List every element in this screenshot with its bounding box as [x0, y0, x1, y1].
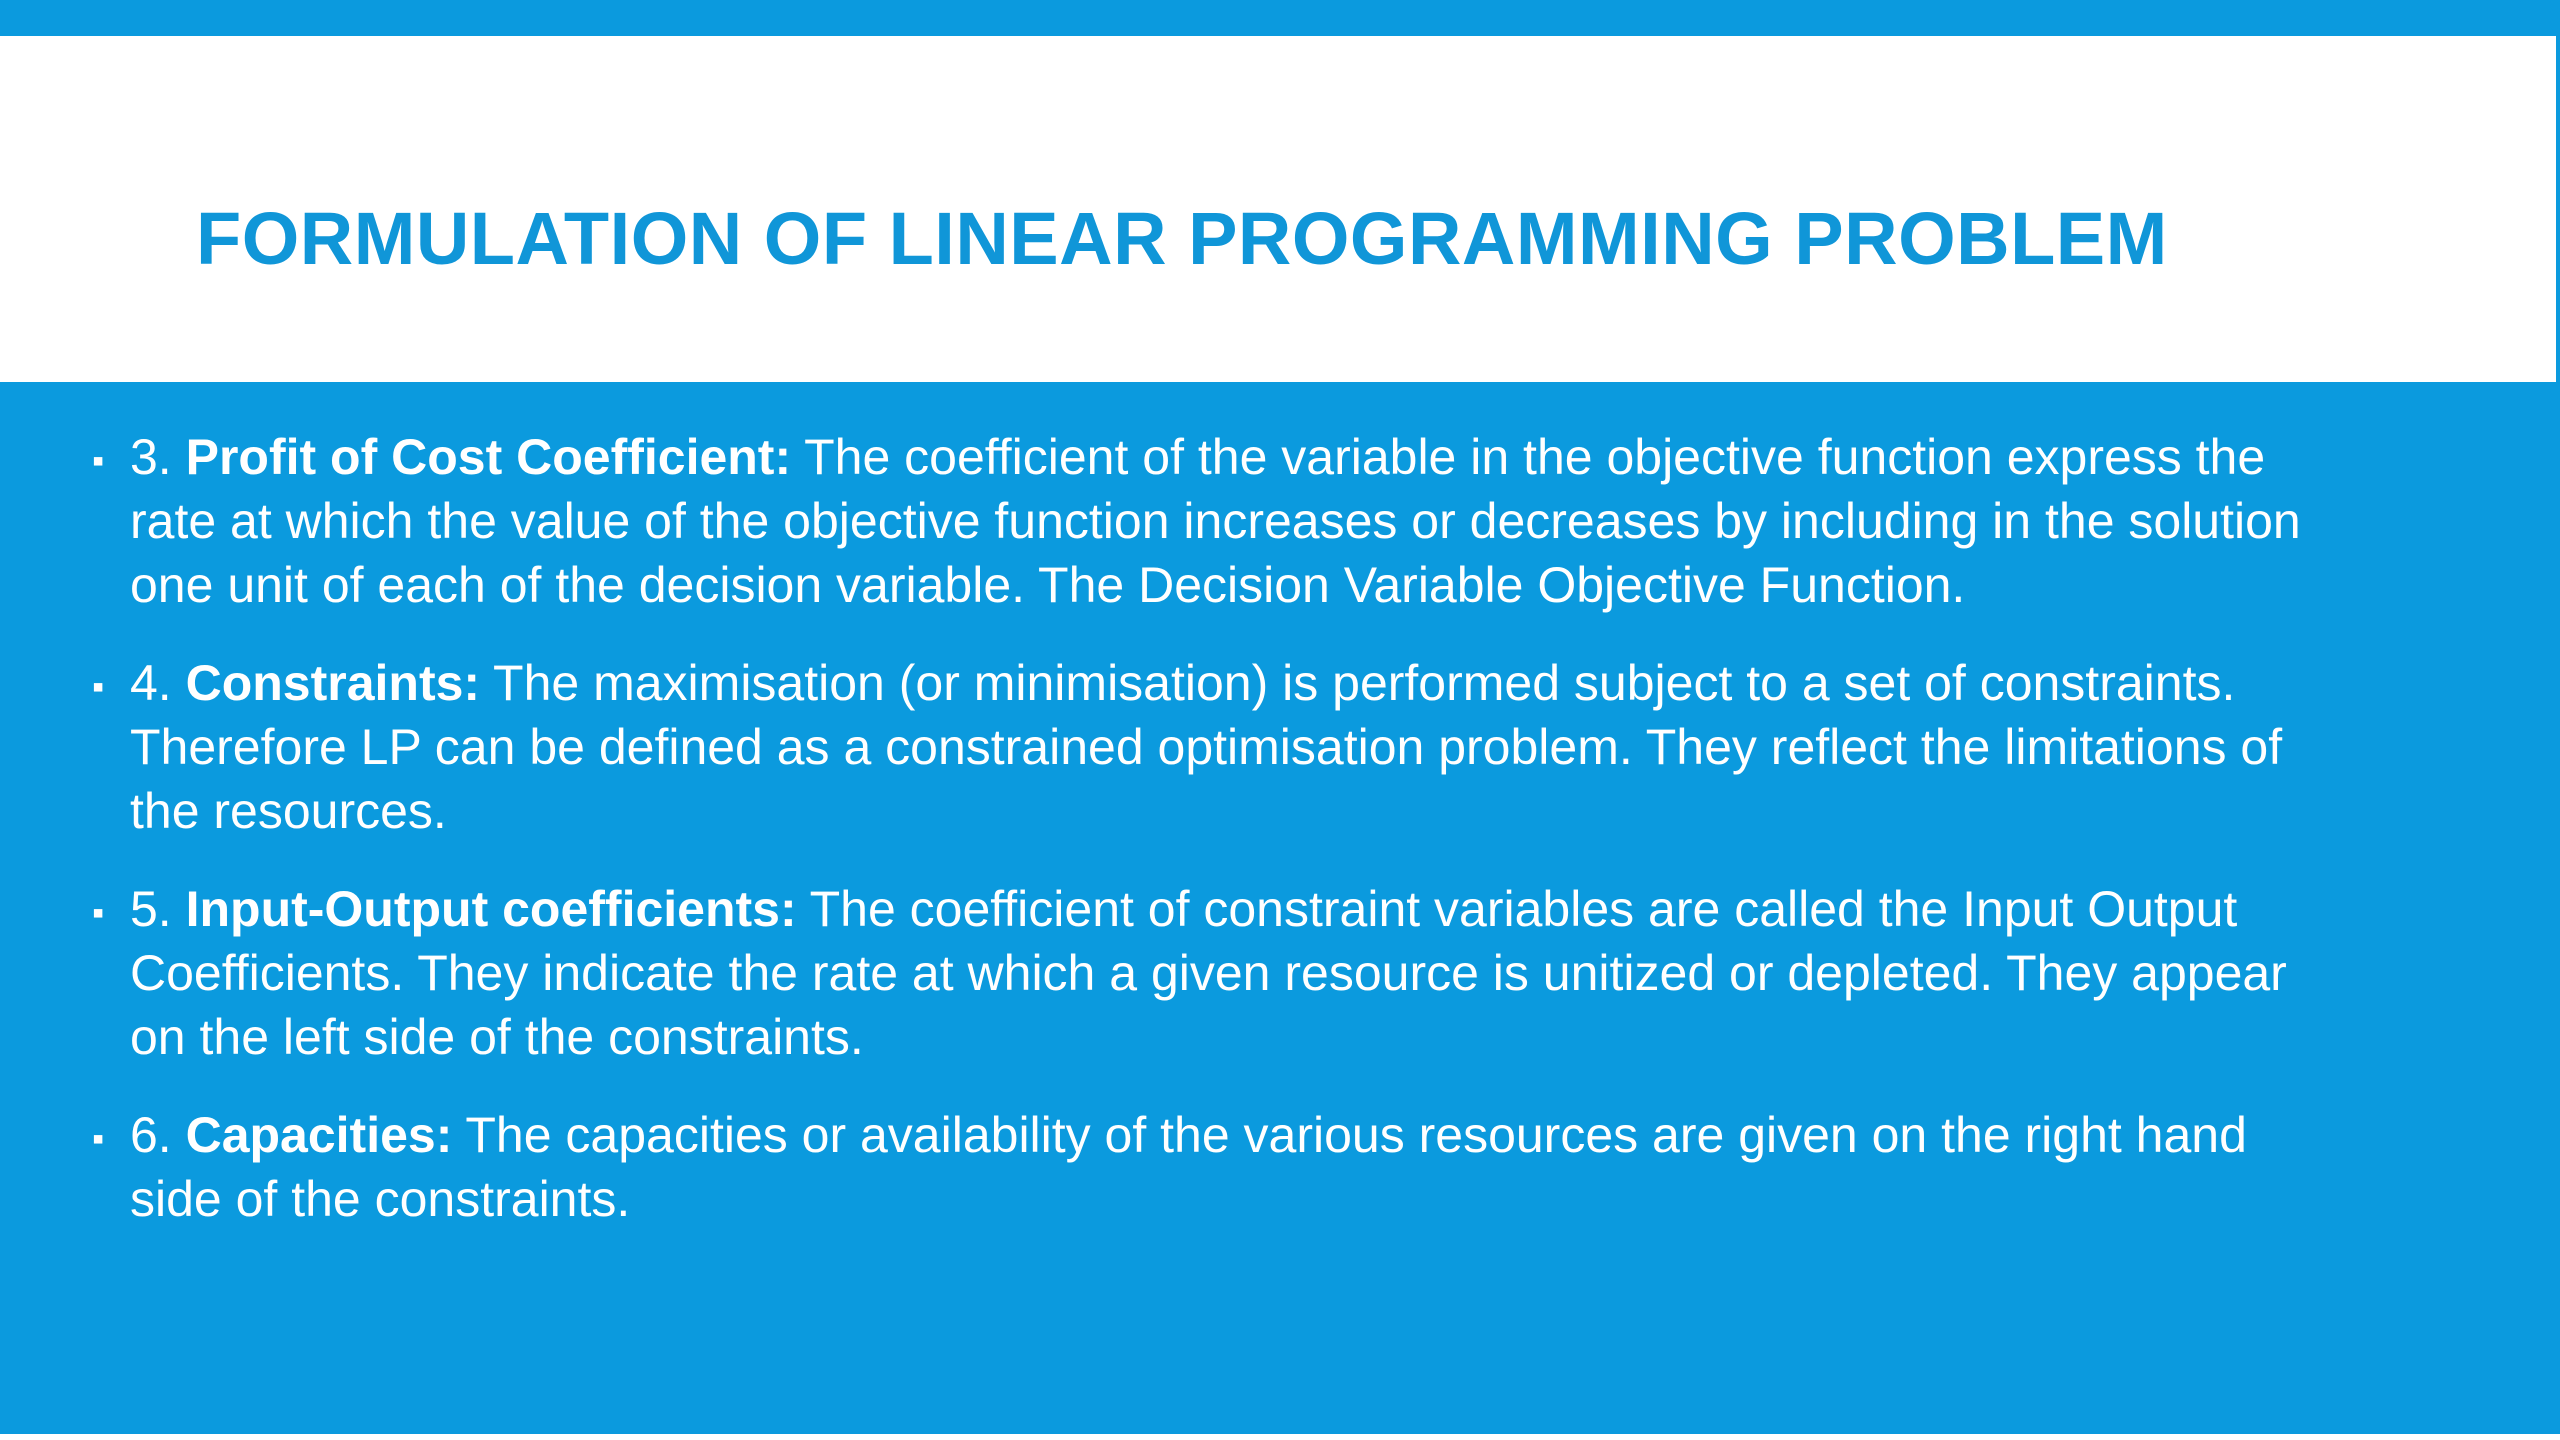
item-term: Input-Output coefficients:: [185, 881, 797, 937]
list-item-profit-cost-coefficient: [88, 425, 2308, 617]
item-term: Capacities:: [185, 1107, 453, 1163]
title-band: [0, 36, 2556, 382]
bullet-icon: ▪: [92, 1120, 105, 1158]
bullet-list: [88, 425, 2308, 1265]
item-term: Constraints:: [185, 655, 481, 711]
item-number: 4.: [130, 655, 186, 711]
item-number: 5.: [130, 881, 186, 937]
bottom-edge-strip: [0, 1434, 2560, 1440]
item-term: Profit of Cost Coefficient:: [185, 429, 792, 485]
bullet-icon: ▪: [92, 668, 105, 706]
top-accent-strip: [0, 0, 2560, 36]
item-text: The maximisation (or minimisation) is performed subject to a set of constraints. Therefore LP can be defined as a constrained optimisation problem. They reflect the limitations of the resources.: [130, 655, 2283, 839]
bullet-icon: ▪: [92, 894, 105, 932]
item-number: 3.: [130, 429, 186, 485]
bullet-icon: ▪: [92, 442, 105, 480]
right-edge-strip: [2556, 36, 2560, 382]
item-text: The coefficient of constraint variables are called the Input Output Coefficients. They indicate the rate at which a given resource is unitized or depleted. They appear on the left side of the constraints.: [130, 881, 2287, 1065]
list-item-capacities: [88, 1103, 2308, 1231]
list-item-input-output-coefficients: [88, 877, 2308, 1069]
slide-title: FORMULATION OF LINEAR PROGRAMMING PROBLEM: [196, 197, 2168, 280]
list-item-constraints: [88, 651, 2308, 843]
item-number: 6.: [130, 1107, 186, 1163]
item-text: The capacities or availability of the various resources are given on the right hand side of the constraints.: [130, 1107, 2247, 1227]
item-text: The coefficient of the variable in the objective function express the rate at which the value of the objective function increases or decreases by including in the solution one unit of each of the decision variable. The Decision Variable Objective Function.: [130, 429, 2301, 613]
